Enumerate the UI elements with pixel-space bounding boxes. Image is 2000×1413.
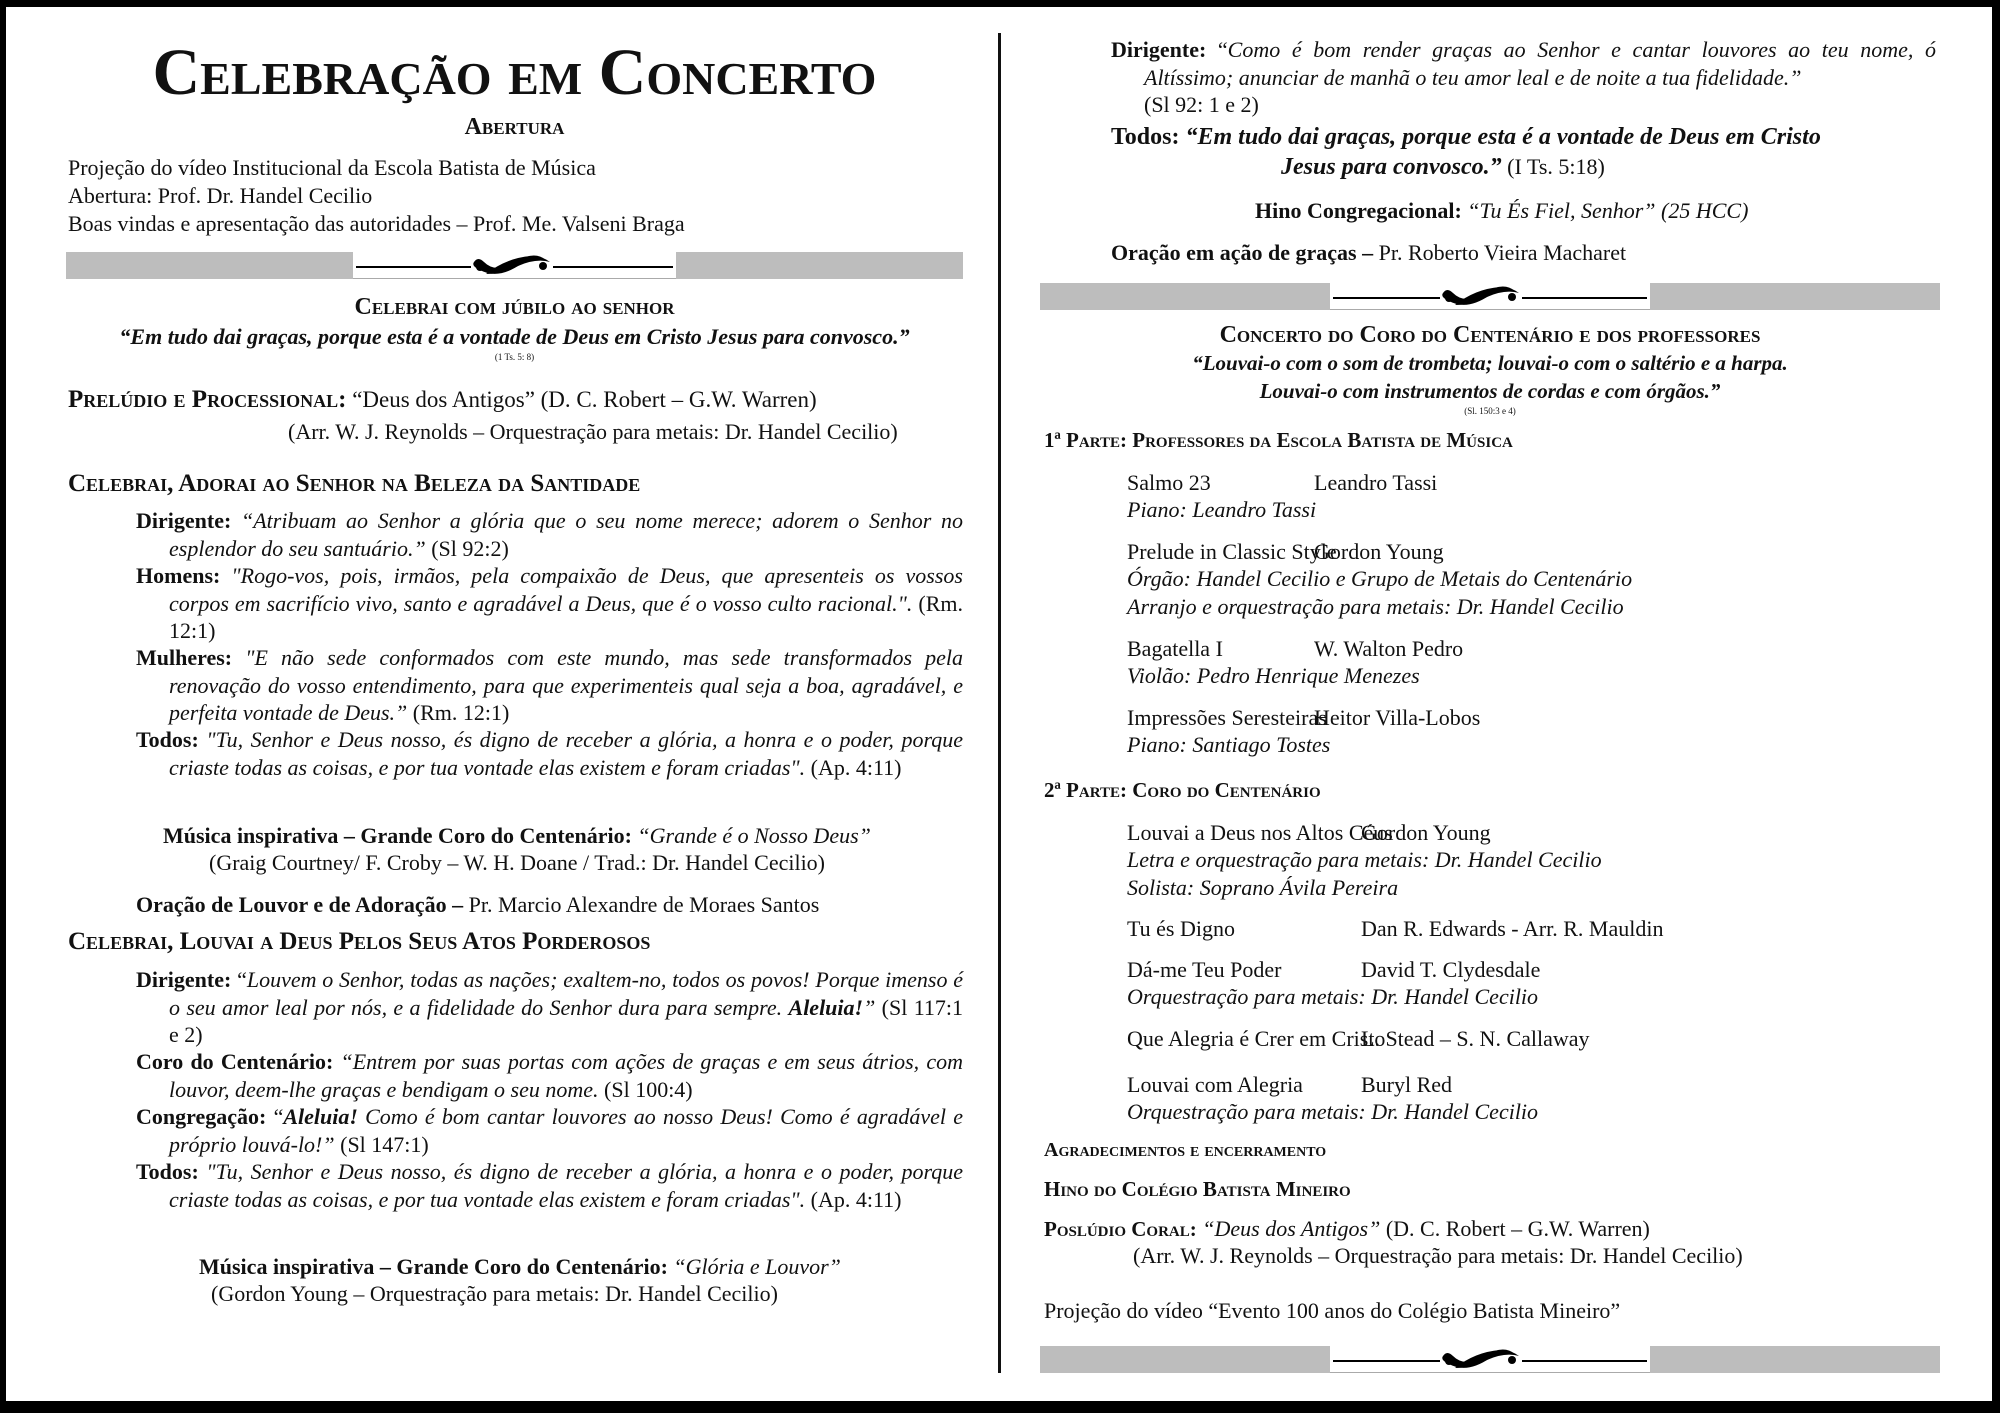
- piece-note: Solista: Soprano Ávila Pereira: [1127, 875, 1399, 900]
- reading-ref: (Rm. 12:1): [407, 700, 510, 725]
- speaker-label: Mulheres:: [136, 645, 233, 670]
- piece-title: Dá-me Teu Poder: [1127, 957, 1282, 982]
- speaker-label: Homens:: [136, 563, 221, 588]
- responsive-reading-item: [136, 562, 963, 645]
- reading-ref: (Rm. 12:1): [169, 590, 963, 643]
- piece-composer: Buryl Red: [1361, 1072, 1453, 1097]
- reading-text: Como é bom render graças ao Senhor e cantar louvores ao teu nome, ó Altíssimo; anunciar de manhã o teu amor leal e de noite a tua fidelidade.”: [1144, 37, 1936, 90]
- piece-composer: L. Stead – S. N. Callaway: [1361, 1026, 1590, 1051]
- quote-mark: “: [266, 1104, 284, 1129]
- reading-emphasis: Aleluia!: [283, 1104, 358, 1129]
- reading-text: "Tu, Senhor e Deus nosso, és digno de receber a glória, a honra e o poder, porque criaste todas as coisas, e por tua vontade elas existem e foram criadas".: [169, 1159, 964, 1212]
- music-credit: (Gordon Young – Orquestração para metais: Dr. Handel Cecilio): [211, 1281, 778, 1306]
- piece-note: Órgão: Handel Cecilio e Grupo de Metais do Centenário: [1127, 566, 1633, 591]
- piece-title: Bagatella I: [1127, 636, 1223, 661]
- reading-ref: (Ap. 4:11): [805, 754, 902, 780]
- section-verse: “Em tudo dai graças, porque esta é a vontade de Deus em Cristo Jesus para convosco.”: [119, 324, 910, 349]
- closing-heading: Hino do Colégio Batista Mineiro: [1044, 1177, 1351, 1201]
- postlude-title: “Deus dos Antigos”: [1196, 1216, 1381, 1241]
- reading-text: Como é bom cantar louvores ao nosso Deus! Como é agradável e próprio louvá-lo!”: [169, 1104, 964, 1157]
- reading-text: "Tu, Senhor e Deus nosso, és digno de receber a glória, a honra e o poder, porque criaste todas as coisas, e por tua vontade elas existem e foram criadas".: [169, 727, 963, 780]
- reading-text: "E não sede conformados com este mundo, mas sede transformados pela renovação do vosso entendimento, para que experimenteis qual seja a boa, agradável, e perfeita vontade de Deus.”: [169, 645, 963, 725]
- prayer-label: Oração em ação de graças –: [1111, 240, 1374, 265]
- piece-composer: Heitor Villa-Lobos: [1314, 705, 1481, 730]
- responsive-reading-item: [1111, 36, 1936, 119]
- speaker-label: Coro do Centenário:: [136, 1049, 334, 1074]
- prayer-item: [1111, 240, 1626, 266]
- speaker-label: Todos:: [1111, 124, 1180, 150]
- reading-ref: (Sl 92:2): [425, 535, 509, 561]
- program-piece: [1127, 705, 1827, 759]
- ornamental-divider: [66, 252, 963, 279]
- reading-ref: (Sl 147:1): [334, 1131, 429, 1157]
- flourish-icon: [1040, 1346, 1940, 1373]
- responsive-reading-item: [136, 1048, 963, 1103]
- piece-composer: Gordon Young: [1361, 820, 1491, 845]
- program-piece: [1127, 539, 1827, 621]
- opening-line: Boas vindas e apresentação das autoridades – Prof. Me. Valseni Braga: [68, 211, 685, 236]
- speaker-label: Congregação:: [136, 1104, 267, 1129]
- reading-text: "Rogo-vos, pois, irmãos, pela compaixão de Deus, que apresenteis os vossos corpos em sacrifício vivo, santo e agradável a Deus, que é o vosso culto racional.".: [169, 563, 963, 616]
- program-piece: [1127, 1026, 1887, 1052]
- flourish-icon: [66, 252, 963, 279]
- hymn-item: [1255, 198, 1748, 224]
- reading-text: “Atribuam ao Senhor a glória que o seu nome merece; adorem o Senhor no esplendor do seu santuário.”: [169, 508, 963, 561]
- reading-ref: (Sl 100:4): [598, 1076, 693, 1102]
- piece-composer: Dan R. Edwards - Arr. R. Mauldin: [1361, 916, 1664, 941]
- responsive-reading-item: [136, 644, 963, 727]
- section-heading: Celebrai, Louvai a Deus Pelos Seus Atos Porderosos: [68, 928, 651, 955]
- flourish-icon: [1040, 283, 1940, 310]
- ornamental-divider: [1040, 283, 1940, 310]
- reading-text: Jesus para convosco.”: [1281, 154, 1502, 180]
- piece-note: Letra e orquestração para metais: Dr. Handel Cecilio: [1127, 847, 1602, 872]
- part-heading: 1ª Parte: Professores da Escola Batista de Música: [1044, 428, 1513, 452]
- program-piece: [1127, 916, 1887, 942]
- piece-note: Violão: Pedro Henrique Menezes: [1127, 663, 1420, 688]
- prayer-label: Oração de Louvor e de Adoração –: [136, 892, 464, 917]
- postlude-text: (D. C. Robert – G.W. Warren): [1380, 1216, 1650, 1241]
- responsive-reading-item: [136, 507, 963, 562]
- page-title: Celebração em Concerto: [152, 36, 877, 109]
- piece-note: Arranjo e orquestração para metais: Dr. Handel Cecilio: [1127, 594, 1624, 619]
- program-piece: [1127, 1072, 1887, 1126]
- responsive-reading-item: [136, 1103, 963, 1158]
- program-piece: [1127, 957, 1887, 1011]
- closing-heading: Agradecimentos e encerramento: [1044, 1139, 1327, 1161]
- quote-mark: “: [231, 967, 247, 992]
- reading-text: “Em tudo dai graças, porque esta é a vontade de Deus em Cristo: [1179, 124, 1821, 150]
- music-label: Música inspirativa – Grande Coro do Centenário:: [199, 1254, 668, 1279]
- responsive-reading-item: [136, 966, 963, 1049]
- opening-heading: Abertura: [464, 114, 565, 140]
- music-title: “Glória e Louvor”: [667, 1254, 841, 1279]
- verse-reference: (Sl. 150:3 e 4): [1464, 406, 1516, 416]
- responsive-reading-item: [136, 1158, 963, 1213]
- piece-title: Que Alegria é Crer em Cristo: [1127, 1026, 1386, 1051]
- piece-note: Piano: Leandro Tassi: [1127, 497, 1317, 522]
- prayer-item: [136, 892, 819, 918]
- piece-title: Salmo 23: [1127, 470, 1211, 495]
- todos-line: [1281, 154, 1605, 181]
- program-piece: [1127, 636, 1827, 690]
- section-verse: Louvai-o com instrumentos de cordas e com órgãos.”: [1259, 379, 1721, 403]
- piece-note: Orquestração para metais: Dr. Handel Cecilio: [1127, 984, 1539, 1009]
- piece-title: Louvai com Alegria: [1127, 1072, 1303, 1097]
- program-piece: [1127, 470, 1827, 524]
- piece-title: Tu és Digno: [1127, 916, 1235, 941]
- postlude-credit: (Arr. W. J. Reynolds – Orquestração para metais: Dr. Handel Cecilio): [1133, 1243, 1743, 1268]
- quote-mark: “: [1206, 37, 1228, 62]
- section-verse: “Louvai-o com o som de trombeta; louvai-o com o saltério e a harpa.: [1192, 351, 1788, 375]
- piece-note: Piano: Santiago Tostes: [1127, 732, 1331, 757]
- reading-ref: (Ap. 4:11): [805, 1186, 902, 1212]
- ornamental-divider: [1040, 1346, 1940, 1373]
- hymn-title: “Tu És Fiel, Senhor” (25 HCC): [1461, 198, 1749, 223]
- hymn-label: Hino Congregacional:: [1255, 198, 1462, 223]
- prelude-label: Prelúdio e Processional:: [68, 386, 347, 413]
- speaker-label: Todos:: [136, 1159, 199, 1184]
- music-item: [163, 823, 871, 849]
- piece-composer: W. Walton Pedro: [1314, 636, 1464, 661]
- quote-mark: ”: [863, 994, 876, 1020]
- closing-video: Projeção do vídeo “Evento 100 anos do Colégio Batista Mineiro”: [1044, 1298, 1621, 1323]
- postlude-line: [1044, 1216, 1650, 1242]
- verse-reference: (1 Ts. 5: 8): [494, 352, 535, 362]
- prelude-line: [68, 386, 963, 414]
- speaker-label: Dirigente:: [136, 967, 232, 992]
- reading-emphasis: Aleluia!: [788, 994, 864, 1020]
- music-credit: (Graig Courtney/ F. Croby – W. H. Doane / Trad.: Dr. Handel Cecilio): [209, 850, 826, 875]
- program-piece: [1127, 820, 1887, 902]
- speaker-label: Dirigente:: [136, 508, 232, 533]
- music-item: [199, 1254, 841, 1280]
- reading-ref: (Sl 117:1 e 2): [169, 994, 963, 1047]
- piece-composer: Leandro Tassi: [1314, 470, 1438, 495]
- speaker-label: Todos:: [136, 727, 199, 752]
- prayer-leader: Pr. Marcio Alexandre de Moraes Santos: [463, 892, 820, 917]
- piece-title: Prelude in Classic Style: [1127, 539, 1337, 564]
- music-title: “Grande é o Nosso Deus”: [631, 823, 871, 848]
- postlude-label: Poslúdio Coral:: [1044, 1217, 1197, 1241]
- prelude-text: “Deus dos Antigos” (D. C. Robert – G.W. Warren): [346, 387, 817, 412]
- piece-composer: Gordon Young: [1314, 539, 1444, 564]
- prelude-credit: (Arr. W. J. Reynolds – Orquestração para metais: Dr. Handel Cecilio): [288, 419, 898, 444]
- section-heading: Celebrai, Adorai ao Senhor na Beleza da Santidade: [68, 470, 641, 497]
- reading-text: Louvem o Senhor, todas as nações; exaltem-no, todos os povos! Porque imenso é o seu amor leal por nós, e a fidelidade do Senhor dura para sempre.: [169, 967, 963, 1020]
- section-heading: Concerto do Coro do Centenário e dos professores: [1219, 322, 1761, 348]
- piece-title: Louvai a Deus nos Altos Céus: [1127, 820, 1393, 845]
- responsive-reading-item: [136, 726, 963, 781]
- piece-note: Orquestração para metais: Dr. Handel Cecilio: [1127, 1099, 1539, 1124]
- opening-line: Abertura: Prof. Dr. Handel Cecilio: [68, 183, 373, 208]
- piece-title: Impressões Seresteiras: [1127, 705, 1327, 730]
- reading-text: “Entrem por suas portas com ações de graças e em seus átrios, com louvor, deem-lhe graças e bendigam o seu nome.: [169, 1049, 963, 1102]
- reading-ref: (Sl 92: 1 e 2): [1144, 92, 1259, 117]
- music-label: Música inspirativa – Grande Coro do Centenário:: [163, 823, 632, 848]
- part-heading: 2ª Parte: Coro do Centenário: [1044, 778, 1321, 802]
- opening-line: Projeção do vídeo Institucional da Escola Batista de Música: [68, 155, 596, 180]
- prayer-leader: Pr. Roberto Vieira Macharet: [1373, 240, 1627, 265]
- column-divider: [998, 33, 1001, 1373]
- speaker-label: Dirigente:: [1111, 37, 1207, 62]
- todos-line: [1111, 124, 1821, 151]
- piece-composer: David T. Clydesdale: [1361, 957, 1541, 982]
- section-heading: Celebrai com júbilo ao senhor: [354, 294, 675, 320]
- reading-ref: (I Ts. 5:18): [1501, 154, 1605, 179]
